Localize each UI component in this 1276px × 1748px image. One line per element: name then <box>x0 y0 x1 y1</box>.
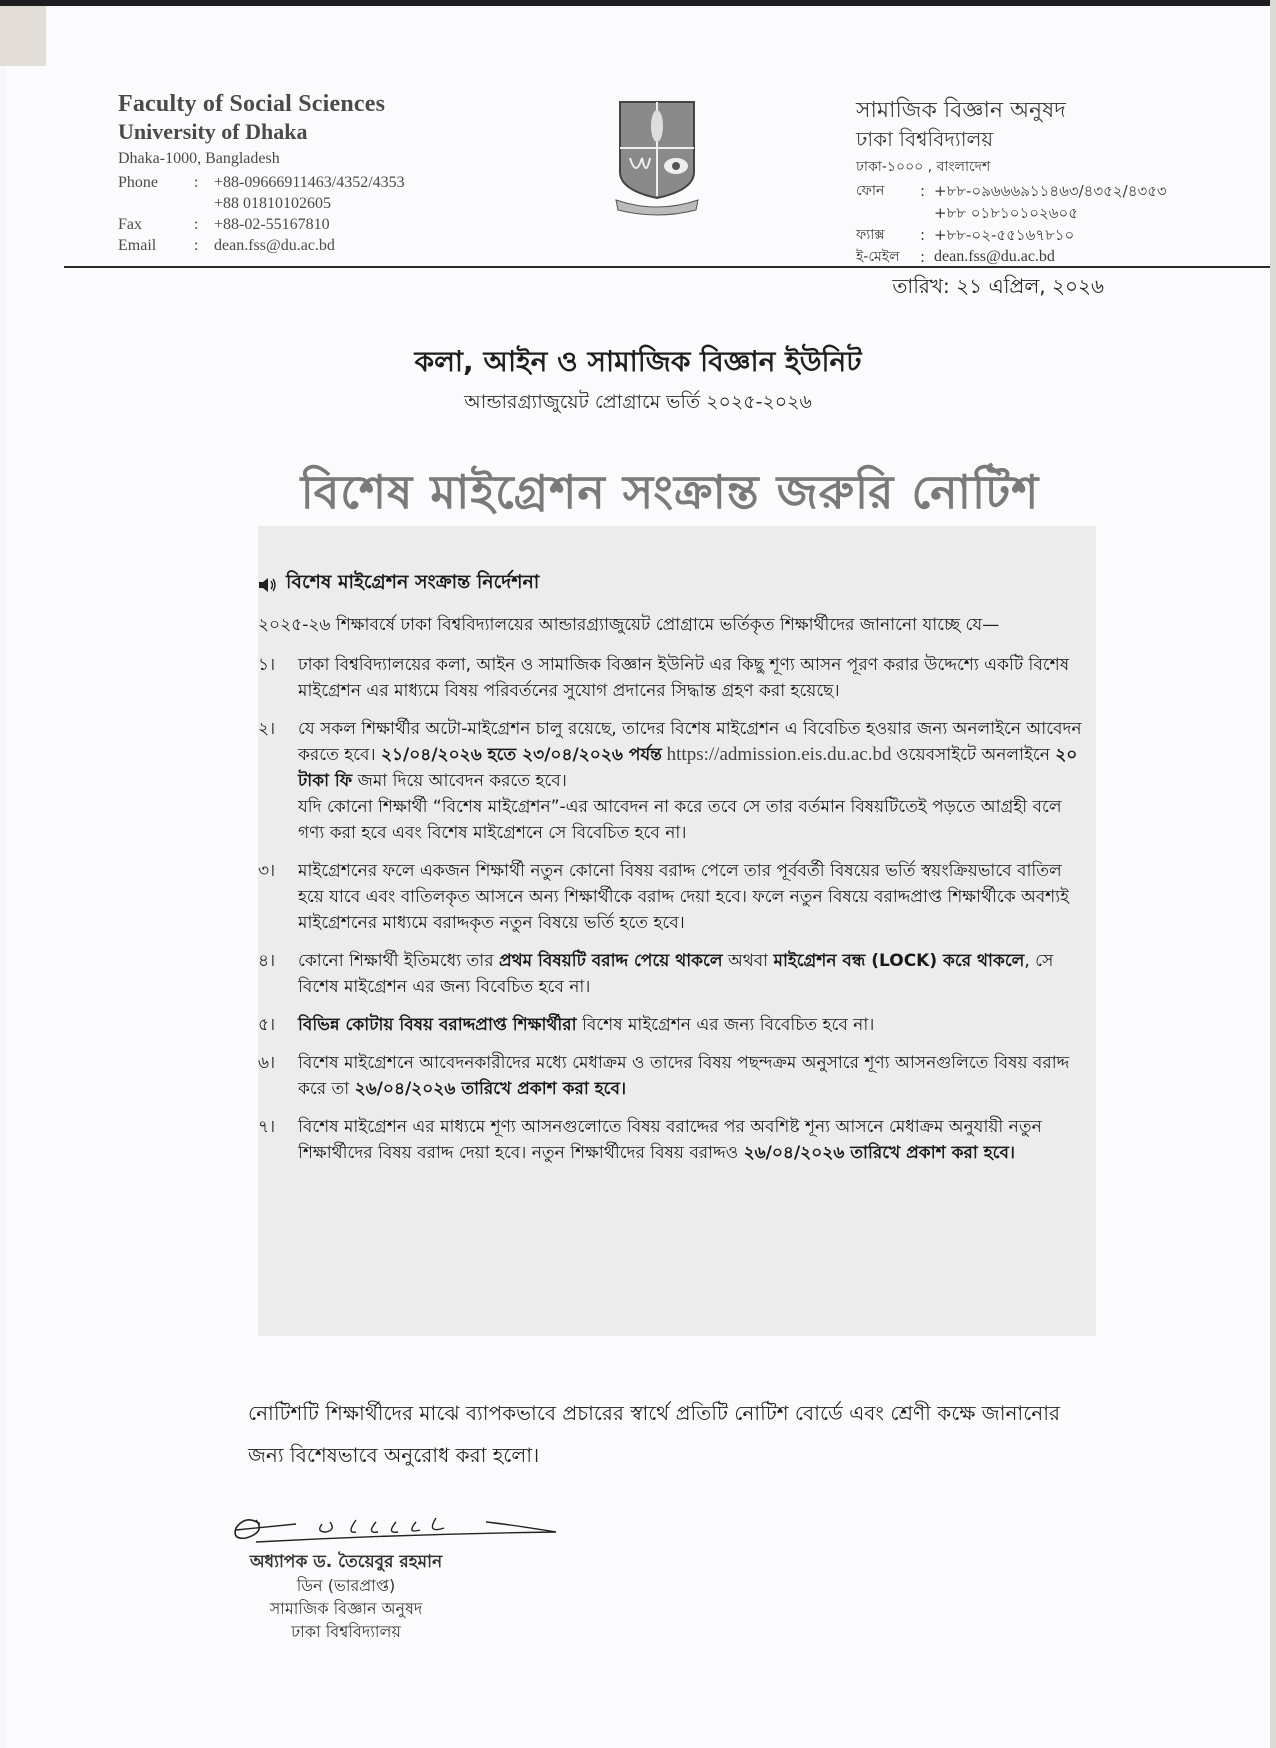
notice-date: তারিখ: ২১ এপ্রিল, ২০২৬ <box>892 274 1104 298</box>
email-value: dean.fss@du.ac.bd <box>214 237 335 254</box>
item-number: ৩। <box>258 861 276 881</box>
item-text: মাইগ্রেশনের ফলে একজন শিক্ষার্থী নতুন কোনো বিষয় বরাদ্দ পেলে তার পূর্ববর্তী বিষয়ের ভর্তি স্বয়ংক্রিয়ভাবে বাতিল হয়ে যাবে এবং বাতিলকৃত আসনে অন্য শিক্ষার্থীকে বরাদ্দ দেয়া হবে। ফলে নতুন বিষয়ে বরাদ্দপ্রাপ্ত শিক্ষার্থীকে অবশ্যই মাইগ্রেশনের মাধ্যমে বরাদ্দকৃত নতুন বিষয়ে ভর্তি হতে হবে। <box>298 861 1070 933</box>
unit-title: কলা, আইন ও সামাজিক বিজ্ঞান ইউনিট <box>414 345 862 378</box>
scan-border-right <box>1270 0 1276 1748</box>
contact-row <box>856 224 1256 246</box>
application-window: ২১/০৪/২০২৬ হতে ২৩/০৪/২০২৬ পর্যন্ত <box>380 745 662 765</box>
scan-border-corner <box>0 6 46 66</box>
contact-sep: : <box>920 226 926 244</box>
contacts-bn <box>856 180 1256 268</box>
text-part: যে সকল শিক্ষার্থীর অটো-মাইগ্রেশন চালু রয়েছে, তাদের বিশেষ মাইগ্রেশন এ বিবেচিত হওয়ার জন্য অনলাইনে আবেদন করতে হবে। <box>298 719 1082 765</box>
university-crest-icon <box>612 98 702 216</box>
text-part: ওয়েবসাইটে অনলাইনে <box>896 745 1056 765</box>
contact-row <box>856 246 1256 268</box>
address-en: Dhaka-1000, Bangladesh <box>118 150 280 167</box>
fee-amount: ২০ টাকা ফি <box>298 745 1078 791</box>
contact-sep: : <box>194 216 199 233</box>
item-text <box>298 1114 1096 1166</box>
list-item <box>258 1114 1096 1166</box>
list-item <box>258 1050 1096 1102</box>
contact-row <box>118 214 458 235</box>
contacts-en <box>118 172 458 256</box>
item-text <box>298 1050 1096 1102</box>
address-bn: ঢাকা-১০০০ , বাংলাদেশ <box>856 159 991 175</box>
fax-value: +৮৮-০২-৫৫১৬৭৮১০ <box>934 226 1075 244</box>
contact-label: ফ্যাক্স <box>856 227 885 243</box>
instructions-box <box>258 526 1096 1336</box>
contact-row <box>118 235 458 256</box>
contact-label: Fax <box>118 216 142 233</box>
item-text <box>298 948 1096 1000</box>
mobile-value: +88 01810102605 <box>214 195 332 212</box>
contact-label <box>856 202 920 224</box>
contact-sep <box>194 193 214 214</box>
text-part: যদি কোনো শিক্ষার্থী “বিশেষ মাইগ্রেশন”-এর আবেদন না করে তবে সে তার বর্তমান বিষয়টিতেই পড়তে আগ্রহী বলে গণ্য করা হবে এবং বিশেষ মাইগ্রেশনে সে বিবেচিত হবে না। <box>298 797 1062 843</box>
university-name-en: University of Dhaka <box>118 119 308 144</box>
contact-sep: : <box>194 237 199 254</box>
signatory-name: অধ্যাপক ড. তৈয়েবুর রহমান <box>249 1552 443 1572</box>
university-name-bn: ঢাকা বিশ্ববিদ্যালয় <box>856 127 994 151</box>
contact-label: Email <box>118 237 157 254</box>
signature-block <box>226 1500 566 1643</box>
list-item <box>258 716 1096 846</box>
contact-label: Phone <box>118 174 158 191</box>
header-divider <box>64 266 1270 268</box>
instructions-heading <box>258 568 1096 600</box>
phone-value: +88-09666911463/4352/4353 <box>214 174 405 191</box>
text-part: বিশেষ মাইগ্রেশন এর জন্য বিবেচিত হবে না। <box>576 1015 875 1035</box>
heading-text: বিশেষ মাইগ্রেশন সংক্রান্ত নির্দেশনা <box>286 571 540 593</box>
contact-sep: : <box>194 174 199 191</box>
unit-subtitle: আন্ডারগ্র্যাজুয়েট প্রোগ্রামে ভর্তি ২০২৫-২০২৬ <box>464 391 812 413</box>
contact-label <box>118 193 194 214</box>
contact-row <box>856 180 1256 202</box>
item-number: ১। <box>258 655 276 675</box>
closing-paragraph: নোটিশটি শিক্ষার্থীদের মাঝে ব্যাপকভাবে প্রচারের স্বার্থে প্রতিটি নোটিশ বোর্ডে এবং শ্রেণী কক্ষে জানানোর জন্য বিশেষভাবে অনুরোধ করা হলো। <box>248 1401 1061 1467</box>
text-part: , সে বিশেষ মাইগ্রেশন এর জন্য বিবেচিত হবে না। <box>298 951 1054 997</box>
text-bold: ২৬/০৪/২০২৬ তারিখে প্রকাশ করা হবে। <box>354 1079 627 1099</box>
signatory-university: ঢাকা বিশ্ববিদ্যালয় <box>291 1622 401 1641</box>
item-text: ঢাকা বিশ্ববিদ্যালয়ের কলা, আইন ও সামাজিক বিজ্ঞান ইউনিট এর কিছু শূণ্য আসন পূরণ করার উদ্দেশ্যে একটি বিশেষ মাইগ্রেশন এর মাধ্যমে বিষয় পরিবর্তনের সুযোগ প্রদানের সিদ্ধান্ত গ্রহণ করা হয়েছে। <box>298 655 1070 701</box>
faculty-name-bn: সামাজিক বিজ্ঞান অনুষদ <box>856 98 1066 123</box>
instructions-intro: ২০২৫-২৬ শিক্ষাবর্ষে ঢাকা বিশ্ববিদ্যালয়ের আন্ডারগ্র্যাজুয়েট প্রোগ্রামে ভর্তিকৃত শিক্ষার্থীদের জানানো যাচ্ছে যে— <box>258 615 1000 635</box>
item-text <box>298 716 1096 846</box>
list-item <box>258 652 1096 704</box>
text-part: কোনো শিক্ষার্থী ইতিমধ্যে তার <box>298 951 499 971</box>
fax-value: +88-02-55167810 <box>214 216 330 233</box>
contact-label: ই-মেইল <box>856 249 900 265</box>
text-bold: বিভিন্ন কোটায় বিষয় বরাদ্দপ্রাপ্ত শিক্ষার্থীরা <box>298 1015 577 1035</box>
text-bold: মাইগ্রেশন বন্ধ (LOCK) করে থাকলে <box>773 951 1025 971</box>
letterhead-bangla <box>856 96 1256 268</box>
faculty-name-en: Faculty of Social Sciences <box>118 91 386 117</box>
signatory <box>226 1550 466 1643</box>
signatory-designation: ডিন (ভারপ্রাপ্ত) <box>296 1576 396 1595</box>
instructions-list <box>258 652 1096 1166</box>
text-part: বিশেষ মাইগ্রেশনে আবেদনকারীদের মধ্যে মেধাক্রম ও তাদের বিষয় পছন্দক্রম অনুসারে শূণ্য আসনগুলিতে বিষয় বরাদ্দ করে তা <box>298 1053 1070 1099</box>
contact-sep: : <box>920 248 926 266</box>
phone-value: +৮৮-০৯৬৬৬৯১১৪৬৩/৪৩৫২/৪৩৫৩ <box>934 182 1167 200</box>
text-bold: ২৬/০৪/২০২৬ তারিখে প্রকাশ করা হবে। <box>743 1143 1016 1163</box>
text-bold: প্রথম বিষয়টি বরাদ্দ পেয়ে থাকলে <box>498 951 723 971</box>
item-number: ৭। <box>258 1117 276 1137</box>
signatory-faculty: সামাজিক বিজ্ঞান অনুষদ <box>269 1599 423 1618</box>
handwritten-signature <box>226 1500 566 1546</box>
item-number: ৬। <box>258 1053 276 1073</box>
list-item <box>258 858 1096 936</box>
letterhead-english <box>118 90 458 256</box>
email-value: dean.fss@du.ac.bd <box>934 248 1055 265</box>
contact-row <box>118 172 458 193</box>
notice-title: বিশেষ মাইগ্রেশন সংক্রান্ত জরুরি নোটিশ <box>300 465 1040 519</box>
contact-row <box>856 202 1256 224</box>
contact-sep: : <box>920 182 926 200</box>
text-part: জমা দিয়ে আবেদন করতে হবে। <box>352 771 567 791</box>
text-part: বিশেষ মাইগ্রেশন এর মাধ্যমে শূণ্য আসনগুলোতে বিষয় বরাদ্দের পর অবশিষ্ট শূন্য আসনে মেধাক্রম অনুযায়ী নতুন শিক্ষার্থীদের বিষয় বরাদ্দ দেয়া হবে। নতুন শিক্ষার্থীদের বিষয় বরাদ্দও <box>298 1117 1042 1163</box>
admission-url[interactable]: https://admission.eis.du.ac.bd <box>661 744 897 765</box>
item-number: ৪। <box>258 951 276 971</box>
contact-label: ফোন <box>856 183 885 199</box>
contact-sep <box>920 202 934 224</box>
item-text <box>298 1012 1096 1038</box>
text-part: অথবা <box>722 951 774 971</box>
item-number: ২। <box>258 719 276 739</box>
list-item <box>258 948 1096 1000</box>
list-item <box>258 1012 1096 1038</box>
contact-row <box>118 193 458 214</box>
item-number: ৫। <box>258 1015 276 1035</box>
speaker-icon <box>258 576 278 592</box>
mobile-value: +৮৮ ০১৮১০১০২৬০৫ <box>934 204 1078 222</box>
